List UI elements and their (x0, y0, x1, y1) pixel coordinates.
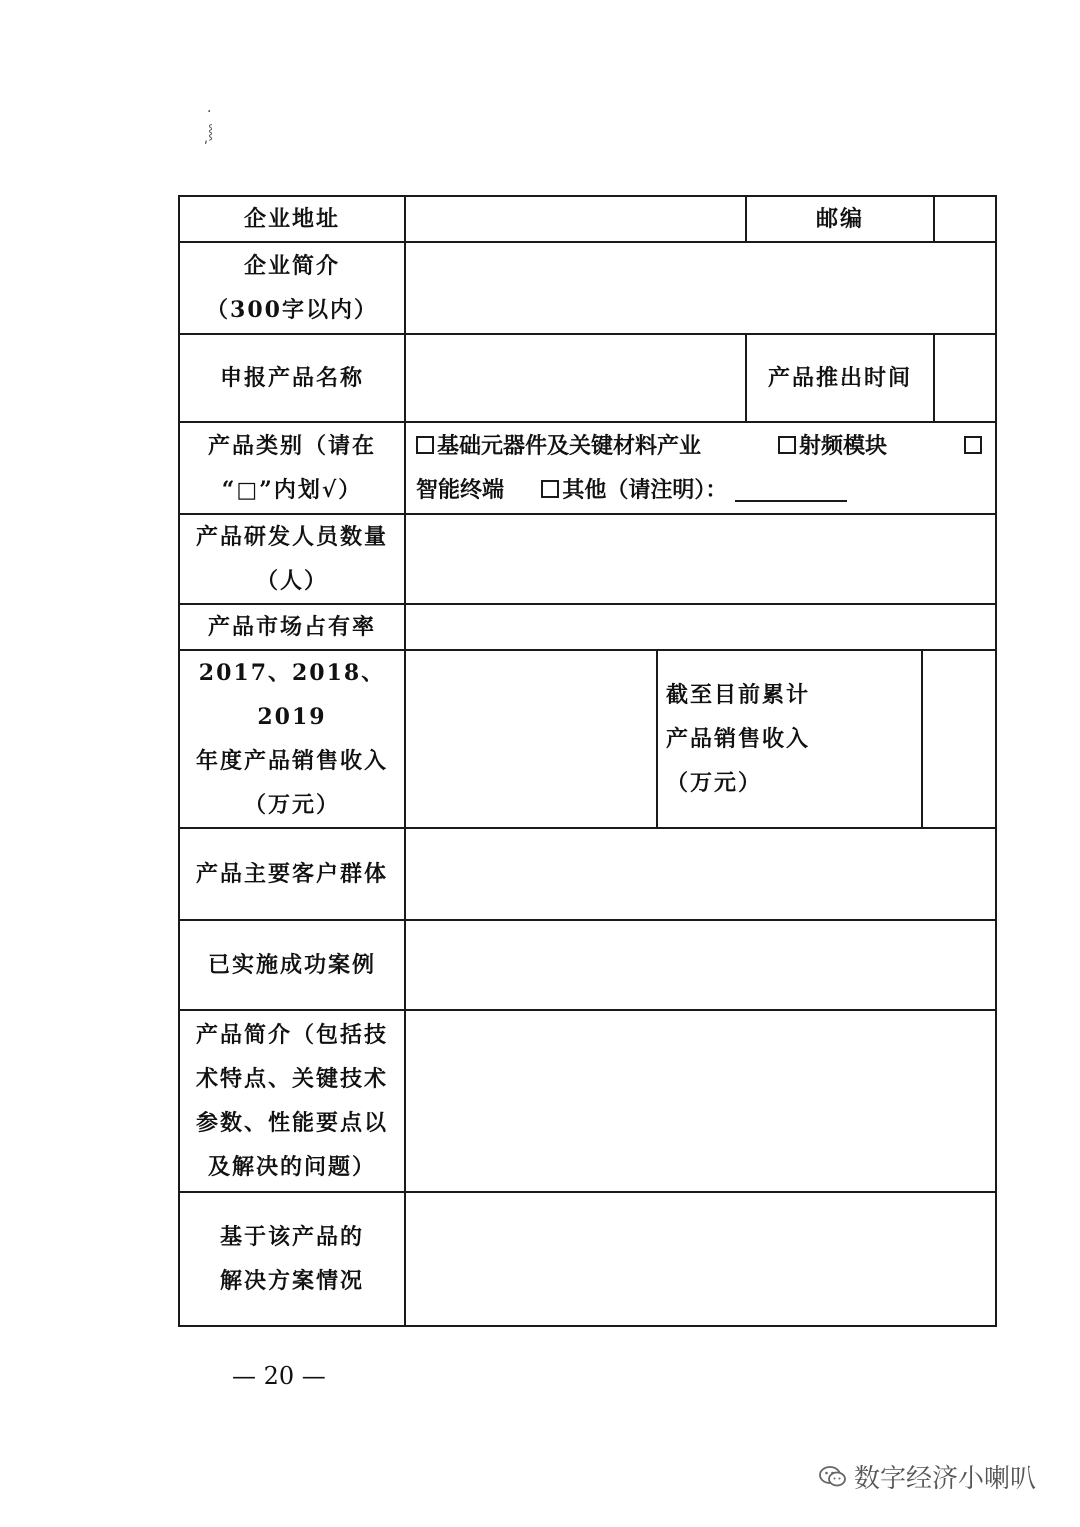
customers-field[interactable] (405, 828, 996, 920)
application-form (178, 195, 997, 1327)
product-name-field[interactable] (405, 334, 746, 422)
checkbox-icon[interactable] (541, 480, 559, 498)
cases-label: 已实施成功案例 (179, 920, 405, 1010)
checkbox-icon[interactable] (964, 436, 982, 454)
cumulative-sales-label: 截至目前累计 产品销售收入 （万元） (657, 650, 922, 828)
postcode-field[interactable] (934, 196, 996, 242)
market-share-field[interactable] (405, 604, 996, 650)
category-option-terminal-checkbox[interactable] (964, 424, 985, 468)
product-intro-label: 产品简介（包括技 术特点、关键技术 参数、性能要点以 及解决的问题） (179, 1010, 405, 1192)
company-intro-field[interactable] (405, 242, 996, 334)
page-number: — 20 — (232, 1362, 326, 1390)
company-address-label: 企业地址 (179, 196, 405, 242)
product-name-label: 申报产品名称 (179, 334, 405, 422)
launch-time-label: 产品推出时间 (746, 334, 934, 422)
product-intro-field[interactable] (405, 1010, 996, 1192)
solution-field[interactable] (405, 1192, 996, 1326)
category-option-other[interactable]: 其他（请注明）： (541, 477, 735, 503)
rd-staff-label: 产品研发人员数量 （人） (179, 514, 405, 604)
watermark-text: 数字经济小喇叭 (854, 1464, 1037, 1494)
wechat-icon (818, 1464, 848, 1490)
annual-sales-field[interactable] (405, 650, 657, 828)
cumulative-sales-field[interactable] (922, 650, 996, 828)
market-share-label: 产品市场占有率 (179, 604, 405, 650)
solution-label: 基于该产品的 解决方案情况 (179, 1192, 405, 1326)
launch-time-field[interactable] (934, 334, 996, 422)
cases-field[interactable] (405, 920, 996, 1010)
other-fill-blank[interactable] (735, 480, 847, 502)
checkbox-icon[interactable] (416, 436, 434, 454)
watermark (818, 1458, 1036, 1495)
annual-sales-label: 2017、2018、2019 年度产品销售收入 （万元） (179, 650, 405, 828)
company-address-field[interactable] (405, 196, 746, 242)
category-option-materials[interactable]: 基础元器件及关键材料产业 (416, 424, 701, 468)
category-option-terminal-label: 智能终端 (416, 477, 505, 503)
category-label: 产品类别（请在 “□”内划√） (179, 422, 405, 514)
customers-label: 产品主要客户群体 (179, 828, 405, 920)
company-intro-label: 企业简介 （300字以内） (179, 242, 405, 334)
rd-staff-field[interactable] (405, 514, 996, 604)
checkbox-icon[interactable] (778, 436, 796, 454)
category-options (405, 422, 996, 514)
category-option-rf[interactable]: 射频模块 (778, 424, 887, 468)
postcode-label: 邮编 (746, 196, 934, 242)
